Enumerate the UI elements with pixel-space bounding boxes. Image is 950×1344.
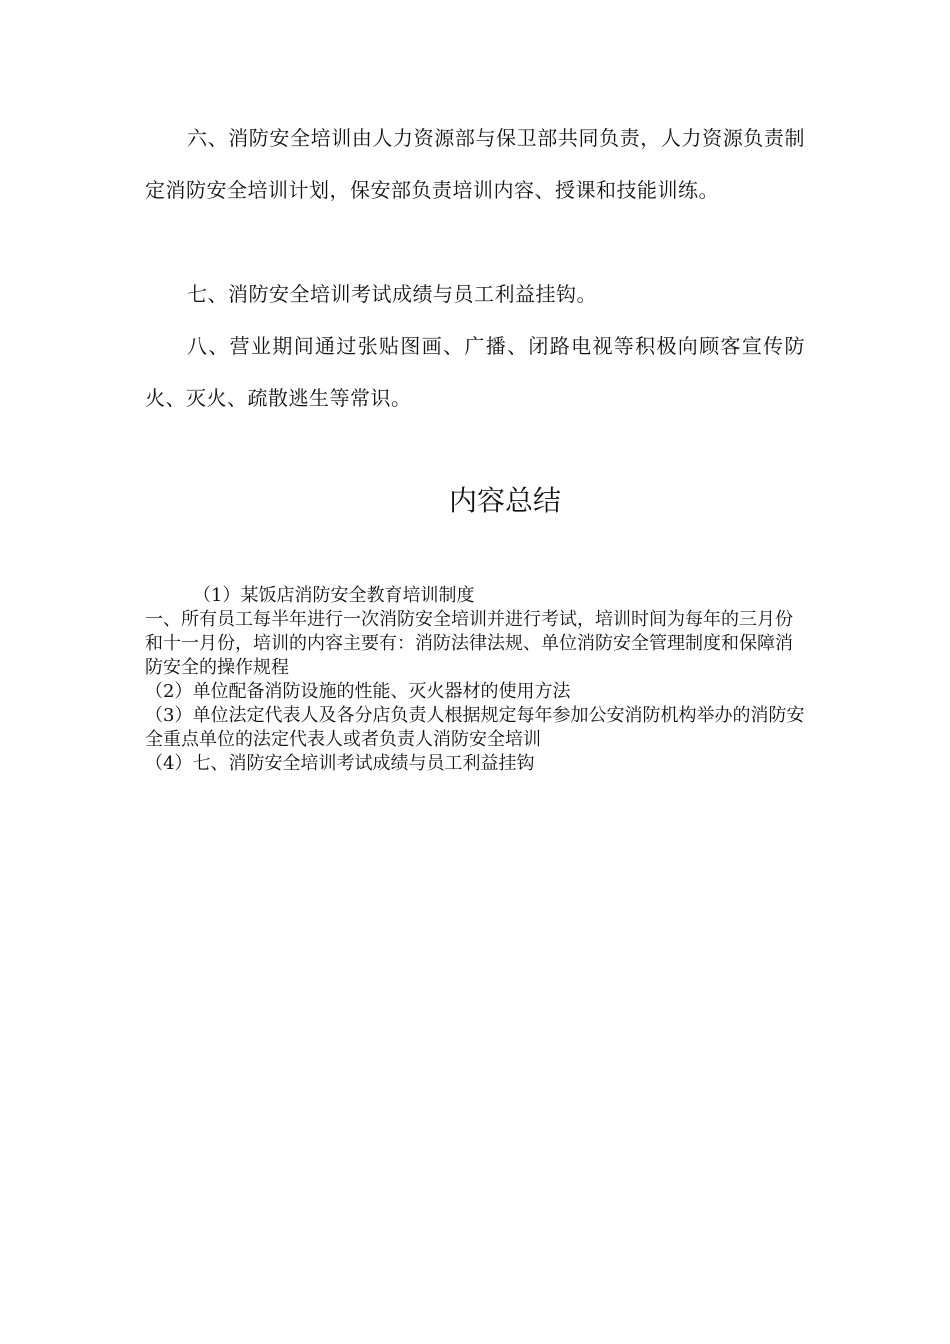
paragraph-eight: 八、营业期间通过张贴图画、广播、闭路电视等积极向顾客宣传防火、灭火、疏散逃生等常识。: [145, 334, 805, 410]
summary-line-4: （3）单位法定代表人及各分店负责人根据规定每年参加公安消防机构举办的消防安全重点单位的法定代表人或者负责人消防安全培训: [145, 705, 805, 750]
paragraph-seven: 七、消防安全培训考试成绩与员工利益挂钩。: [187, 282, 597, 306]
summary-line-3: （2）单位配备消防设施的性能、灭火器材的使用方法: [145, 681, 571, 702]
summary-line-5: （4）七、消防安全培训考试成绩与员工利益挂钩: [145, 753, 535, 774]
summary-title: 内容总结: [448, 484, 561, 517]
summary-section: [145, 584, 805, 776]
summary-line-2: 一、所有员工每半年进行一次消防安全培训并进行考试，培训时间为每年的三月份和十一月份，培训的内容主要有：消防法律法规、单位消防安全管理制度和保障消防安全的操作规程: [145, 609, 793, 678]
paragraph-six: 六、消防安全培训由人力资源部与保卫部共同负责，人力资源负责制定消防安全培训计划，保安部负责培训内容、授课和技能训练。: [145, 126, 805, 202]
summary-line-1: （1）某饭店消防安全教育培训制度: [193, 585, 475, 606]
